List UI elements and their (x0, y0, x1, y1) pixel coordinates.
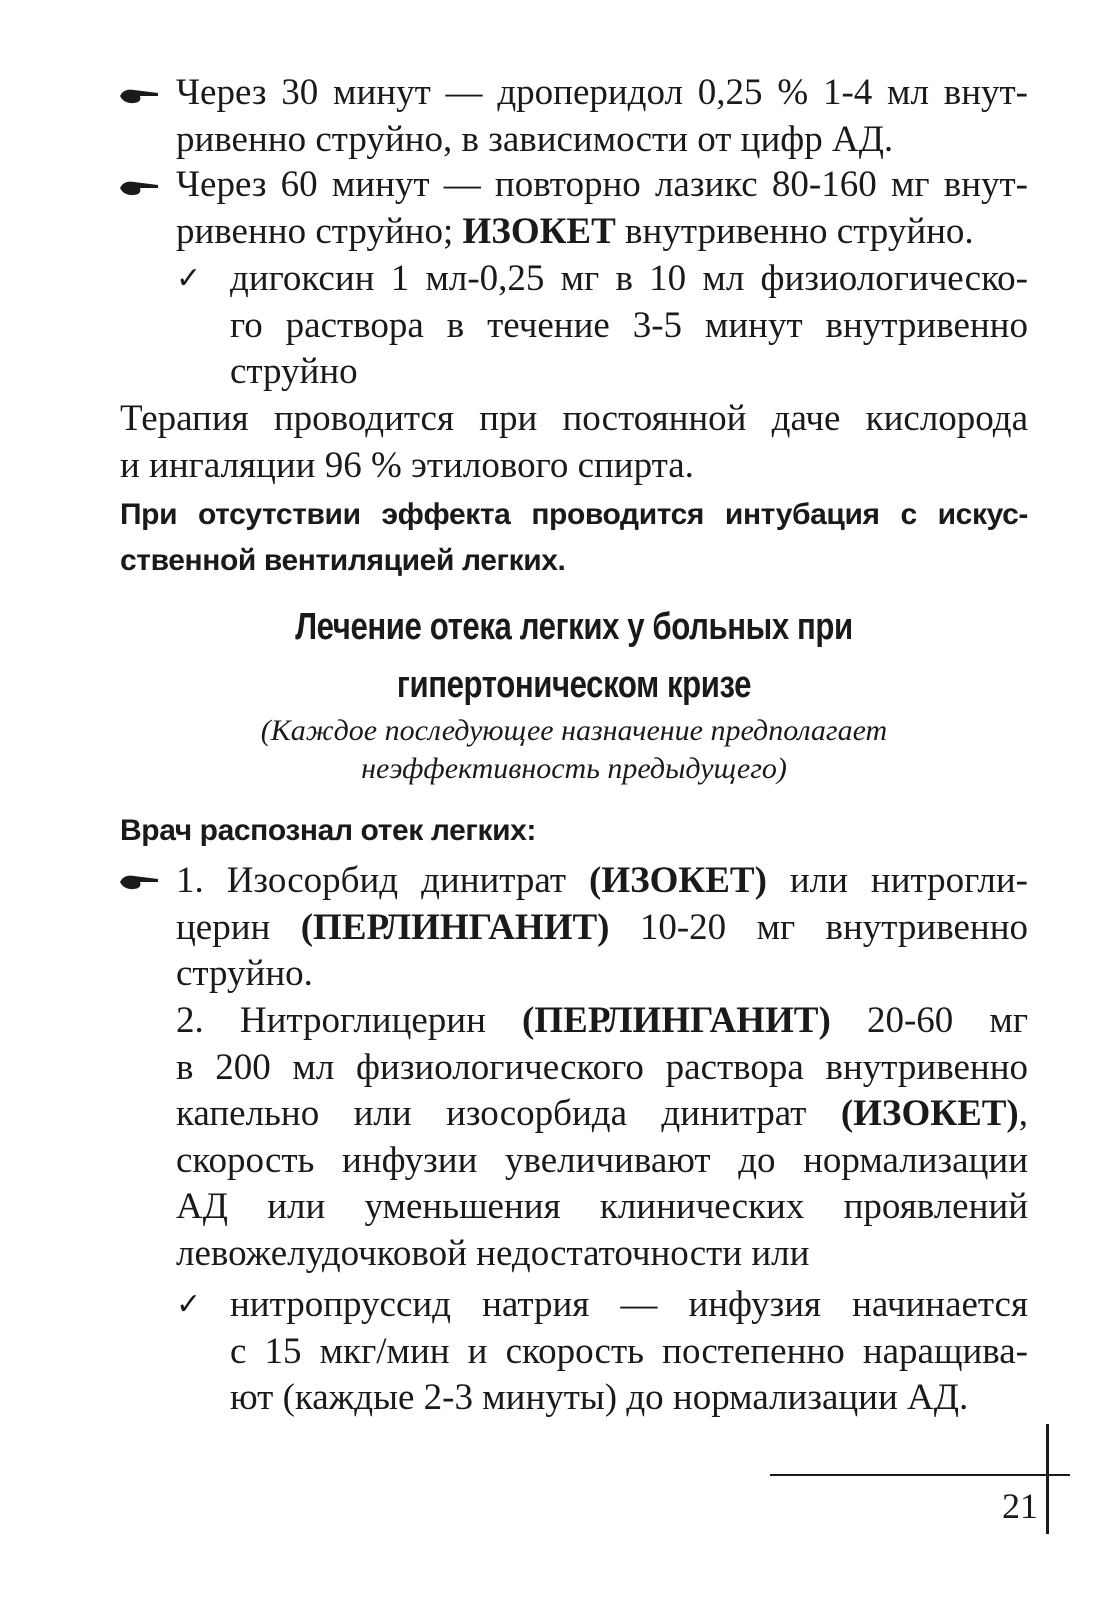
text-line: го раствора в течение 3-5 минут внутривенно (230, 304, 1028, 346)
text-line: 1. Изосорбид динитрат (ИЗОКЕТ) или нитрогли- (176, 860, 1028, 901)
footer-vertical-rule (1046, 1424, 1049, 1534)
text-line: При отсутствии эффекта проводится интубация с искус- (120, 498, 1028, 531)
pointing-hand-icon (118, 84, 160, 106)
block1-text (176, 70, 1028, 163)
text-line: в 200 мл физиологического раствора внутривенно (176, 1046, 1028, 1088)
text-line: скорость инфузии увеличивают до нормализации (176, 1139, 1028, 1181)
therapy-paragraph (120, 396, 1028, 489)
item1-text (176, 858, 1028, 998)
footer-rule (770, 1474, 1070, 1476)
note-line: неэффективность предыдущего) (361, 752, 787, 785)
text-line: АД или уменьшения клинических проявлений (176, 1186, 1028, 1227)
text-line: 2. Нитроглицерин (ПЕРЛИНГАНИТ) 20-60 мг (176, 1000, 1028, 1041)
check1-text (230, 256, 1028, 396)
drug-name-bold: (ИЗОКЕТ) (840, 1093, 1019, 1134)
warning-paragraph (120, 492, 1028, 584)
pointing-hand-icon (118, 870, 160, 892)
subheading: Врач распознал отек легких: (120, 814, 537, 847)
text-line: Терапия проводится при постоянной даче кислорода (120, 398, 1028, 439)
heading-line: Лечение отека легких у больных при (295, 606, 853, 648)
text-line: ривенно струйно, в зависимости от цифр АД. (176, 118, 894, 160)
drug-name-bold: (ИЗОКЕТ) (589, 860, 767, 901)
text-line: левожелудочковой недостаточности или (176, 1232, 810, 1274)
text-line: нитропруссид натрия — инфузия начинается (230, 1284, 1028, 1325)
heading-line: гипертоническом кризе (396, 664, 752, 706)
section-heading (202, 598, 947, 714)
checkmark-icon: ✓ (176, 1287, 202, 1322)
checkmark-icon: ✓ (176, 261, 202, 296)
drug-name-bold: (ПЕРЛИНГАНИТ) (300, 906, 610, 948)
text-line: и ингаляции 96 % этилового спирта. (120, 444, 694, 486)
text-line: ривенно струйно; ИЗОКЕТ внутривенно струйно. (176, 210, 974, 252)
text-line: капельно или изосорбида динитрат (ИЗОКЕТ), (176, 1093, 1028, 1134)
text-line: церин (ПЕРЛИНГАНИТ) 10-20 мг внутривенно (176, 906, 1029, 948)
text-line: струйно. (176, 953, 313, 994)
note-line: (Каждое последующее назначение предполагает (260, 714, 888, 747)
text-line: струйно (230, 351, 358, 392)
block2-text (176, 162, 1028, 255)
check2-text (230, 1282, 1028, 1422)
text-line: Через 60 минут — повторно лазикс 80-160 мг внут- (176, 164, 1028, 205)
text-line: ют (каждые 2-3 минуты) до нормализации АД. (230, 1377, 969, 1418)
drug-name-bold: (ПЕРЛИНГАНИТ) (522, 1000, 831, 1041)
italic-note (120, 712, 1028, 788)
page-number: 21 (1002, 1486, 1038, 1526)
text-line: ственной вентиляцией легких. (120, 544, 566, 577)
item2-text (176, 998, 1028, 1277)
text-line: дигоксин 1 мл-0,25 мг в 10 мл физиологическо- (230, 258, 1028, 299)
pointing-hand-icon (118, 176, 160, 198)
text-line: Через 30 минут — дроперидол 0,25 % 1-4 мл внут- (176, 72, 1028, 113)
drug-name-bold: ИЗОКЕТ (462, 210, 616, 252)
text-line: с 15 мкг/мин и скорость постепенно наращива- (230, 1330, 1028, 1372)
